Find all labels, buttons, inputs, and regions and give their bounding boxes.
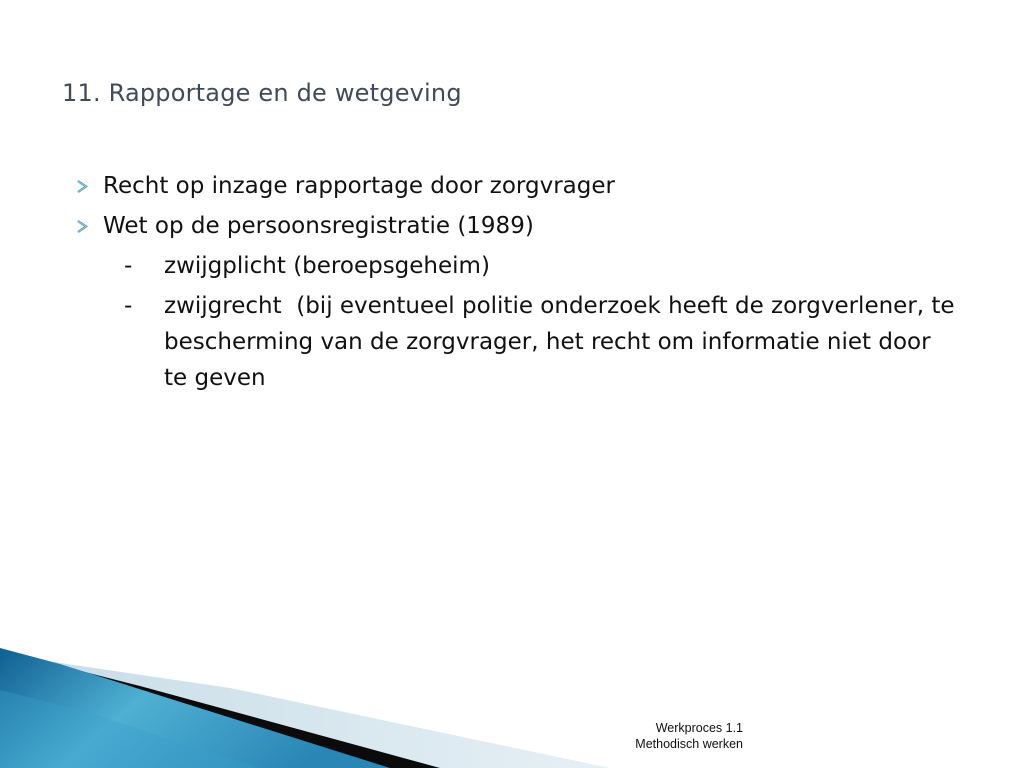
- sub-bullet-text: zwijgplicht (beroepsgeheim): [164, 253, 490, 279]
- bullet-text: Recht op inzage rapportage door zorgvrager: [103, 173, 615, 199]
- dash-marker: -: [124, 293, 133, 319]
- arrow-bullet-icon: [76, 180, 89, 193]
- footer: [600, 720, 743, 752]
- sub-bullet-text: zwijgrecht (bij eventueel politie onderzoek heeft de zorgverlener, te bescherming van de zorgvrager, het recht om informatie niet door te geven: [164, 293, 962, 391]
- bullet-list: [76, 168, 962, 400]
- sub-bullet-item: [124, 288, 962, 396]
- slide-title: 11. Rapportage en de wetgeving: [62, 79, 462, 107]
- arrow-bullet-icon: [76, 220, 89, 233]
- dash-marker: -: [124, 253, 133, 279]
- sub-bullet-item: [124, 248, 956, 284]
- bullet-text: Wet op de persoonsregistratie (1989): [103, 213, 534, 239]
- bullet-item: [76, 208, 956, 248]
- bullet-item: [76, 168, 956, 208]
- footer-line-1: Werkproces 1.1: [655, 721, 743, 735]
- footer-line-2: Methodisch werken: [635, 737, 743, 751]
